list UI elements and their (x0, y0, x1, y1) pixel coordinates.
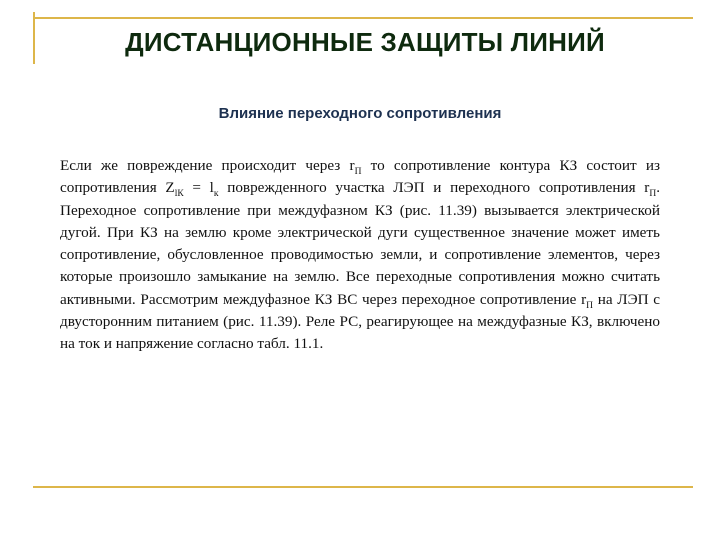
body-text-segment-6: на ЛЭП с двусторонним питанием (рис. 11.39). Реле РС, реагирующее на междуфазные КЗ, включено на ток и напряжение согласно табл. 11.1. (60, 290, 661, 353)
body-subscript-5: П (586, 300, 594, 311)
body-subscript-3: к (213, 189, 219, 200)
footer-accent-rule (33, 486, 693, 488)
body-subscript-4: П (649, 189, 657, 200)
body-subscript-2: lК (174, 189, 184, 200)
slide-subtitle: Влияние переходного сопротивления (218, 105, 502, 122)
body-text-segment-5: . Переходное сопротивление при междуфазном КЗ (рис. 11.39) вызывается электрической дугой. При КЗ на землю кроме электрической дуги существенное значение может иметь сопротивление, обусловленное проводимостью земли, и сопротивление элементов, через которые произошло замыкание на землю. Все переходные сопротивления можно считать активными. Рассмотрим междуфазное КЗ ВС через переходное сопротивление r (60, 179, 660, 308)
slide-title: ДИСТАНЦИОННЫЕ ЗАЩИТЫ ЛИНИЙ (125, 27, 605, 57)
body-text-segment-1: Если же повреждение происходит через r (60, 157, 355, 174)
title-accent-horizontal-rule (33, 17, 693, 19)
body-text-segment-3: = l (183, 179, 214, 197)
body-text-segment-2: то сопротивление контура КЗ состоит из сопротивления Z (60, 157, 660, 197)
body-text-segment-4: поврежденного участка ЛЭП и переходного сопротивления r (218, 179, 650, 197)
title-accent-vertical-rule (33, 12, 35, 64)
body-subscript-1: П (354, 167, 362, 178)
body-paragraph (60, 155, 660, 356)
